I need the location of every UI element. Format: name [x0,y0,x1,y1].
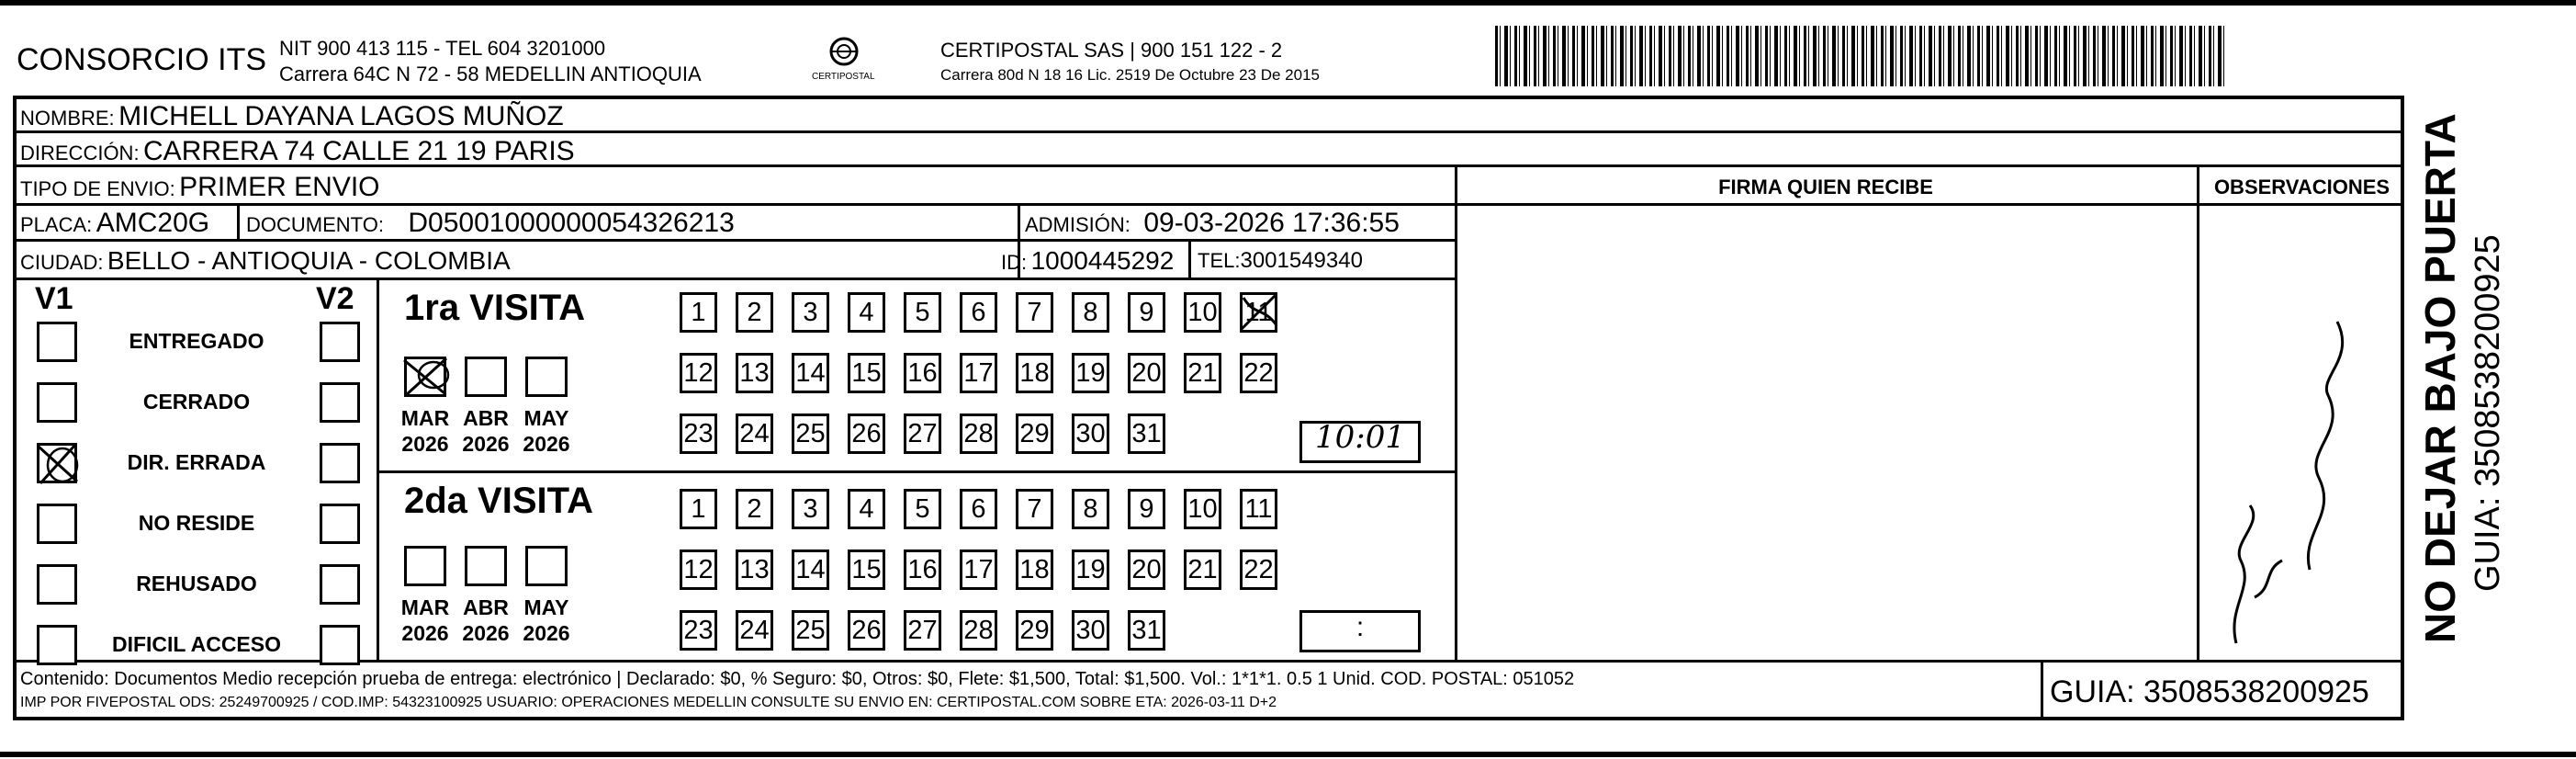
first-visit-day-1[interactable]: 1 [680,292,717,333]
tipo-row [20,172,380,203]
ciudad-field [20,246,511,276]
second-visit-day-19[interactable]: 19 [1072,549,1109,590]
first-visit-day-2[interactable]: 2 [736,292,773,333]
nombre-value: MICHELL DAYANA LAGOS MUÑOZ [118,101,564,131]
second-visit-day-4[interactable]: 4 [848,489,885,529]
second-visit-day-18[interactable]: 18 [1016,549,1053,590]
first-visit-day-15[interactable]: 15 [848,353,885,393]
second-visit-day-2[interactable]: 2 [736,489,773,529]
col-divider [1188,239,1191,278]
second-visit-day-24[interactable]: 24 [736,610,773,651]
first-visit-year-label: 2026 [401,432,449,456]
footer-guia: GUIA: 3508538200925 [2050,674,2369,709]
ciudad-value: BELLO - ANTIOQUIA - COLOMBIA [107,246,511,275]
observaciones-handwriting [2199,294,2402,662]
v1-checkbox[interactable] [37,322,77,362]
tel-label: TEL: [1198,249,1241,272]
first-visit-day-14[interactable]: 14 [792,353,829,393]
first-visit-day-4[interactable]: 4 [848,292,885,333]
first-visit-year-label: 2026 [523,432,570,456]
first-visit-day-19[interactable]: 19 [1072,353,1109,393]
second-visit-day-13[interactable]: 13 [736,549,773,590]
v2-label: V2 [316,281,354,316]
first-visit-day-30[interactable]: 30 [1072,413,1109,454]
tel-value: 3001549340 [1240,248,1363,273]
v2-checkbox[interactable] [320,625,360,665]
first-visit-day-25[interactable]: 25 [792,413,829,454]
first-visit-day-6[interactable]: 6 [960,292,997,333]
first-visit-time: 10:01 [1315,419,1405,456]
second-visit-month-label: MAY [523,595,569,619]
col-divider [377,278,379,660]
second-visit-day-26[interactable]: 26 [848,610,885,651]
second-visit-title: 2da VISITA [404,481,593,521]
v1-label: V1 [35,281,73,316]
second-visit-day-21[interactable]: 21 [1184,549,1221,590]
first-visit-day-5[interactable]: 5 [904,292,941,333]
ciudad-label: CIUDAD: [20,251,104,274]
first-visit-day-9[interactable]: 9 [1128,292,1165,333]
company-name: CONSORCIO ITS [17,42,267,77]
second-visit-month-box[interactable] [465,546,507,586]
direccion-row [20,136,575,167]
second-visit-month-label: MAR [400,595,450,619]
first-visit-day-18[interactable]: 18 [1016,353,1053,393]
top-border [0,0,2576,6]
placa-field [20,208,209,239]
observaciones-header: OBSERVACIONES [2213,176,2390,198]
certipostal-logo [812,35,876,90]
first-visit-month-label: MAY [523,406,569,430]
first-visit-day-12[interactable]: 12 [680,353,717,393]
first-visit-title: 1ra VISITA [404,288,586,328]
second-visit-year-label: 2026 [401,621,449,645]
bottom-border [0,752,2576,757]
v1-checkbox[interactable] [37,564,77,605]
first-visit-day-31[interactable]: 31 [1128,413,1165,454]
nombre-label: NOMBRE: [20,107,115,130]
placa-label: PLACA: [20,213,93,236]
second-visit-day-10[interactable]: 10 [1184,489,1221,529]
status-label: DIFICIL ACCESO [111,632,281,656]
second-visit-year-label: 2026 [523,621,570,645]
status-label: NO RESIDE [138,511,255,535]
first-visit-day-17[interactable]: 17 [960,353,997,393]
check-mark-icon [31,437,86,489]
tipo-value: PRIMER ENVIO [179,172,380,202]
check-mark-icon [399,355,457,401]
second-visit-day-27[interactable]: 27 [904,610,941,651]
second-visit-time: : [1355,612,1365,642]
tipo-label: TIPO DE ENVIO: [20,177,175,200]
firma-header: FIRMA QUIEN RECIBE [1718,176,1933,198]
documento-field [246,208,735,239]
second-visit-day-6[interactable]: 6 [960,489,997,529]
direccion-label: DIRECCIÓN: [20,142,140,164]
second-visit-day-9[interactable]: 9 [1128,489,1165,529]
first-visit-day-11[interactable]: 11 [1240,292,1277,333]
footer-line1: Contenido: Documentos Medio recepción prueba de entrega: electrónico | Declarado: $0, % Seguro: $0, Otros: $0, Flete: $1,500, Total: $1,500. Vol.: 1*1*1. 0.5 1 Unid. COD. POSTAL: 051052 [20,669,1575,689]
second-visit-day-25[interactable]: 25 [792,610,829,651]
first-visit-day-29[interactable]: 29 [1016,413,1053,454]
admision-field [1025,208,1400,239]
status-label: ENTREGADO [129,329,264,353]
first-visit-day-24[interactable]: 24 [736,413,773,454]
first-visit-day-16[interactable]: 16 [904,353,941,393]
col-divider [1455,164,1457,661]
company-line1: NIT 900 413 115 - TEL 604 3201000 [279,37,606,60]
first-visit-day-3[interactable]: 3 [792,292,829,333]
first-visit-day-10[interactable]: 10 [1184,292,1221,333]
first-visit-day-26[interactable]: 26 [848,413,885,454]
first-visit-day-20[interactable]: 20 [1128,353,1165,393]
documento-value: D05001000000054326213 [408,208,735,238]
side-warning: NO DEJAR BAJO PUERTA [2416,113,2464,643]
v1-checkbox[interactable] [37,625,77,665]
second-visit-day-1[interactable]: 1 [680,489,717,529]
first-visit-month-box[interactable] [525,357,568,397]
carrier-line2: Carrera 80d N 18 16 Lic. 2519 De Octubre 23 De 2015 [940,66,1320,84]
second-visit-day-7[interactable]: 7 [1016,489,1053,529]
second-visit-day-14[interactable]: 14 [792,549,829,590]
second-visit-day-16[interactable]: 16 [904,549,941,590]
v2-checkbox[interactable] [320,382,360,423]
second-visit-day-31[interactable]: 31 [1128,610,1165,651]
second-visit-day-29[interactable]: 29 [1016,610,1053,651]
second-visit-day-12[interactable]: 12 [680,549,717,590]
company-line2: Carrera 64C N 72 - 58 MEDELLIN ANTIOQUIA [279,62,702,85]
v2-checkbox[interactable] [320,564,360,605]
logo-icon [812,35,876,90]
admision-value: 09-03-2026 17:36:55 [1143,208,1400,238]
id-field [1001,246,1174,276]
second-visit-day-17[interactable]: 17 [960,549,997,590]
second-visit-day-3[interactable]: 3 [792,489,829,529]
v1-checkbox[interactable] [37,382,77,423]
second-visit-day-5[interactable]: 5 [904,489,941,529]
tel-field [1198,248,1363,274]
first-visit-day-23[interactable]: 23 [680,413,717,454]
first-visit-day-8[interactable]: 8 [1072,292,1109,333]
second-visit-day-15[interactable]: 15 [848,549,885,590]
id-value: 1000445292 [1030,246,1175,275]
first-visit-day-28[interactable]: 28 [960,413,997,454]
admision-label: ADMISIÓN: [1025,213,1131,236]
side-guia: GUIA: 3508538200925 [2469,234,2507,592]
second-visit-day-22[interactable]: 22 [1240,549,1277,590]
second-visit-day-30[interactable]: 30 [1072,610,1109,651]
carrier-line1: CERTIPOSTAL SAS | 900 151 122 - 2 [940,39,1283,62]
nombre-row [20,101,564,132]
col-divider [237,203,240,240]
second-visit-day-28[interactable]: 28 [960,610,997,651]
first-visit-year-label: 2026 [462,432,510,456]
second-visit-day-23[interactable]: 23 [680,610,717,651]
first-visit-day-22[interactable]: 22 [1240,353,1277,393]
v1-checkbox[interactable] [37,504,77,544]
day-mark-icon [1236,289,1282,334]
row-divider [13,239,1457,242]
row-divider [13,660,2404,663]
v2-checkbox[interactable] [320,322,360,362]
second-visit-day-8[interactable]: 8 [1072,489,1109,529]
id-label: ID: [1001,251,1028,274]
second-visit-day-11[interactable]: 11 [1240,489,1277,529]
barcode [1495,26,2225,86]
visit-divider [377,470,1457,473]
row-divider [13,203,2404,206]
second-visit-day-20[interactable]: 20 [1128,549,1165,590]
first-visit-day-27[interactable]: 27 [904,413,941,454]
second-visit-month-label: ABR [463,595,509,619]
first-visit-day-7[interactable]: 7 [1016,292,1053,333]
first-visit-day-13[interactable]: 13 [736,353,773,393]
placa-value: AMC20G [96,208,210,238]
status-label: CERRADO [142,390,251,413]
row-divider [13,278,1457,280]
v2-checkbox[interactable] [320,443,360,483]
col-divider [2041,660,2043,719]
second-visit-month-box[interactable] [525,546,568,586]
direccion-value: CARRERA 74 CALLE 21 19 PARIS [143,136,575,166]
logo-text: CERTIPOSTAL [812,72,875,82]
v2-checkbox[interactable] [320,504,360,544]
first-visit-month-label: ABR [463,406,509,430]
status-label: REHUSADO [136,572,257,595]
first-visit-day-21[interactable]: 21 [1184,353,1221,393]
first-visit-month-box[interactable] [465,357,507,397]
status-label: DIR. ERRADA [127,450,266,474]
second-visit-month-box[interactable] [404,546,446,586]
first-visit-month-label: MAR [400,406,450,430]
second-visit-year-label: 2026 [462,621,510,645]
documento-label: DOCUMENTO: [246,213,384,236]
footer-line2: IMP POR FIVEPOSTAL ODS: 25249700925 / COD.IMP: 54323100925 USUARIO: OPERACIONES MEDELLIN CONSULTE SU ENVIO EN: CERTIPOSTAL.COM SOBRE ETA: 2026-03-11 D+2 [20,695,1277,710]
